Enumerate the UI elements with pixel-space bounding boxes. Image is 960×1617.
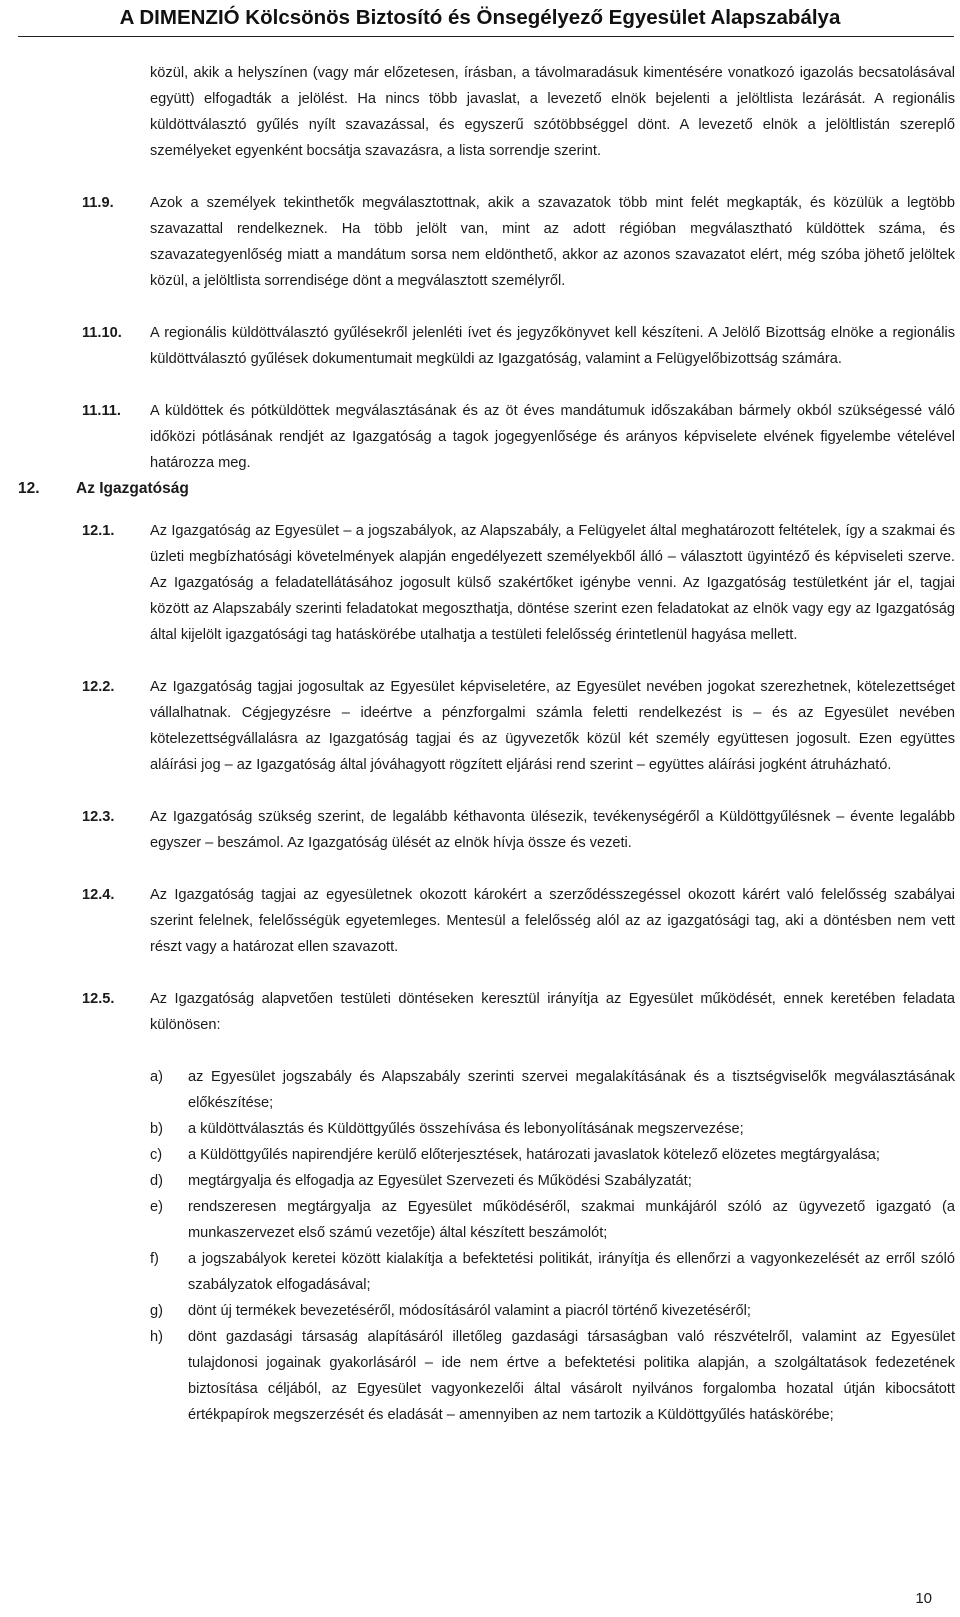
list-item-text: a Küldöttgyűlés napirendjére kerülő előterjesztések, határozati javaslatok kötelező elözetes megtárgyalása;	[188, 1147, 880, 1163]
document-title: A DIMENZIÓ Kölcsönös Biztosító és Önsegélyező Egyesület Alapszabálya	[119, 6, 841, 29]
list-marker: a)	[150, 1069, 163, 1085]
clause-12-1	[0, 518, 960, 648]
spacer	[0, 1038, 960, 1064]
spacer	[0, 960, 960, 986]
list-item	[150, 1142, 960, 1168]
clause-number: 12.4.	[82, 887, 115, 903]
section-number: 12.	[18, 480, 40, 497]
clause-text: Az Igazgatóság az Egyesület – a jogszabályok, az Alapszabály, a Felügyelet által meghatározott feltételek, így a szakmai és üzleti megbízhatósági követelmények alapján engedélyezett személyekből álló – választott ügyintéző és képviseleti szerve. Az Igazgatóság a feladatellátásához jogosult külső szakértőket igénybe venni. Az Igazgatóság testületként jár el, tagjai között az Alapszabály szerinti feladatokat megoszthatja, döntése szerint ezen feladatokat az elnök vagy egy az Igazgatóság által kijelölt igazgatósági tag hatáskörébe utalhatja a testületi felelősség érintetlenül hagyása mellett.	[150, 523, 955, 643]
spacer	[0, 294, 960, 320]
list-item-text: dönt gazdasági társaság alapításáról illetőleg gazdasági társaságban való részvételről, valamint az Egyesület tulajdonosi jogainak gyakorlásáról – ide nem értve a befektetési politika alapján, a szolgáltatások fedezetének biztosítása céljából, az Egyesület vagyonkezelői által vásárolt nyilvános forgalomba hozatal útján kibocsátott értékpapírok megszerzését és eladását – amennyiben az nem tartozik a Küldöttgyűlés hatáskörébe;	[188, 1329, 955, 1423]
clause-12-3	[0, 804, 960, 856]
clause-number: 12.5.	[82, 991, 115, 1007]
list-item	[150, 1194, 960, 1246]
clause-text: A regionális küldöttválasztó gyűlésekről jelenléti ívet és jegyzőkönyvet kell készíteni. A Jelölő Bizottság elnöke a regionális küldöttválasztó gyűlések dokumentumait megküldi az Igazgatóság, valamint a Felügyelőbizottság számára.	[150, 325, 955, 367]
clause-number: 11.11.	[82, 403, 121, 419]
clause-number: 12.3.	[82, 809, 115, 825]
clause-11-11	[0, 398, 960, 476]
list-item	[150, 1246, 960, 1298]
duties-list	[0, 1064, 960, 1428]
spacer	[0, 778, 960, 804]
list-item	[150, 1064, 960, 1116]
clause-text: Azok a személyek tekinthetők megválasztottnak, akik a szavazatok több mint felét megkapták, és közülük a legtöbb szavazattal rendelkeznek. Ha több jelölt van, mint az adott régióban megválasztható küldöttek száma, és szavazategyenlőség miatt a mandátum sorsa nem eldönthető, akkor az azonos szavazatot elért, még szóba jöhető jelöltek közül, a jelöltlista sorrendisége dönt a megválasztott személyről.	[150, 195, 955, 289]
list-marker: b)	[150, 1121, 163, 1137]
clause-12-4	[0, 882, 960, 960]
clause-number: 12.2.	[82, 679, 115, 695]
clause-11-9	[0, 190, 960, 294]
list-item-text: az Egyesület jogszabály és Alapszabály szerinti szervei megalakításának és a tisztségviselők megválasztásának előkészítése;	[188, 1069, 955, 1111]
list-marker: c)	[150, 1147, 163, 1163]
clause-number: 12.1.	[82, 523, 115, 539]
clause-11-10	[0, 320, 960, 372]
page-number: 10	[915, 1590, 932, 1607]
list-marker: h)	[150, 1329, 163, 1345]
clause-text: Az Igazgatóság tagjai jogosultak az Egyesület képviseletére, az Egyesület nevében jogokat szerezhetnek, kötelezettséget vállalhatnak. Cégjegyzésre – ideértve a pénzforgalmi számla feletti rendelkezést is – és az Egyesület nevében kötelezettségvállalásra az Igazgatóság tagjai és az ügyvezetők közül két személy együttesen jogosult. Ezen együttes aláírási jog – az Igazgatóság által jóváhagyott rögzített eljárási rend szerint – együttes aláírási jogként átruházható.	[150, 679, 955, 773]
list-marker: f)	[150, 1251, 159, 1267]
spacer	[0, 648, 960, 674]
clause-number: 11.10.	[82, 325, 122, 341]
clause-12-5	[0, 986, 960, 1038]
spacer	[0, 502, 960, 518]
section-title: Az Igazgatóság	[76, 480, 189, 497]
list-marker: e)	[150, 1199, 163, 1215]
list-marker: g)	[150, 1303, 163, 1319]
clause-text: Az Igazgatóság alapvetően testületi döntéseken keresztül irányítja az Egyesület működését, ennek keretében feladata különösen:	[150, 991, 955, 1033]
document-body	[0, 60, 960, 1428]
list-marker: d)	[150, 1173, 163, 1189]
section-heading-12	[0, 476, 960, 502]
spacer	[0, 164, 960, 190]
clause-text: Az Igazgatóság szükség szerint, de legalább kéthavonta ülésezik, tevékenységéről a Küldöttgyűlésnek – évente legalább egyszer – beszámol. Az Igazgatóság ülését az elnök hívja össze és vezeti.	[150, 809, 955, 851]
spacer	[0, 372, 960, 398]
header-divider	[18, 36, 954, 37]
list-item-text: megtárgyalja és elfogadja az Egyesület Szervezeti és Működési Szabályzatát;	[188, 1173, 692, 1189]
list-item	[150, 1168, 960, 1194]
spacer	[0, 856, 960, 882]
clause-number: 11.9.	[82, 195, 114, 211]
clause-12-2	[0, 674, 960, 778]
page-header	[0, 0, 960, 36]
list-item	[150, 1116, 960, 1142]
list-item	[150, 1298, 960, 1324]
list-item-text: rendszeresen megtárgyalja az Egyesület működéséről, szakmai munkájáról szóló az ügyvezető igazgató (a munkaszervezet első számú vezetője) által készített beszámolót;	[188, 1199, 955, 1241]
list-item	[150, 1324, 960, 1428]
intro-paragraph: közül, akik a helyszínen (vagy már előzetesen, írásban, a távolmaradásuk kimentésére vonatkozó igazolás becsatolásával együtt) elfogadták a jelölést. Ha nincs több javaslat, a levezető elnök bejelenti a jelöltlista lezárását. A regionális küldöttválasztó gyűlés nyílt szavazással, és egyszerű szótöbbséggel dönt. A levezető elnök a jelöltlistán szereplő személyeket egyenként bocsátja szavazásra, a lista sorrendje szerint.	[150, 65, 955, 159]
list-item-text: a küldöttválasztás és Küldöttgyűlés összehívása és lebonyolításának megszervezése;	[188, 1121, 744, 1137]
clause-text: A küldöttek és pótküldöttek megválasztásának és az öt éves mandátumuk időszakában bármely okból szükségessé váló időközi pótlásának rendjét az Igazgatóság a tagok jogegyenlősége és arányos képviselete elvének figyelembe vételével határozza meg.	[150, 403, 955, 471]
list-item-text: a jogszabályok keretei között kialakítja a befektetési politikát, irányítja és ellenőrzi a vagyonkezelését az erről szóló szabályzatok elfogadásával;	[188, 1251, 955, 1293]
clause-text: Az Igazgatóság tagjai az egyesületnek okozott károkért a szerződésszegéssel okozott kárért való felelősség szabályai szerint felelnek, felelősségük egyetemleges. Mentesül a felelősség alól az az igazgatósági tag, aki a döntésben nem vett részt vagy a határozat ellen szavazott.	[150, 887, 955, 955]
list-item-text: dönt új termékek bevezetéséről, módosításáról valamint a piacról történő kivezetéséről;	[188, 1303, 751, 1319]
